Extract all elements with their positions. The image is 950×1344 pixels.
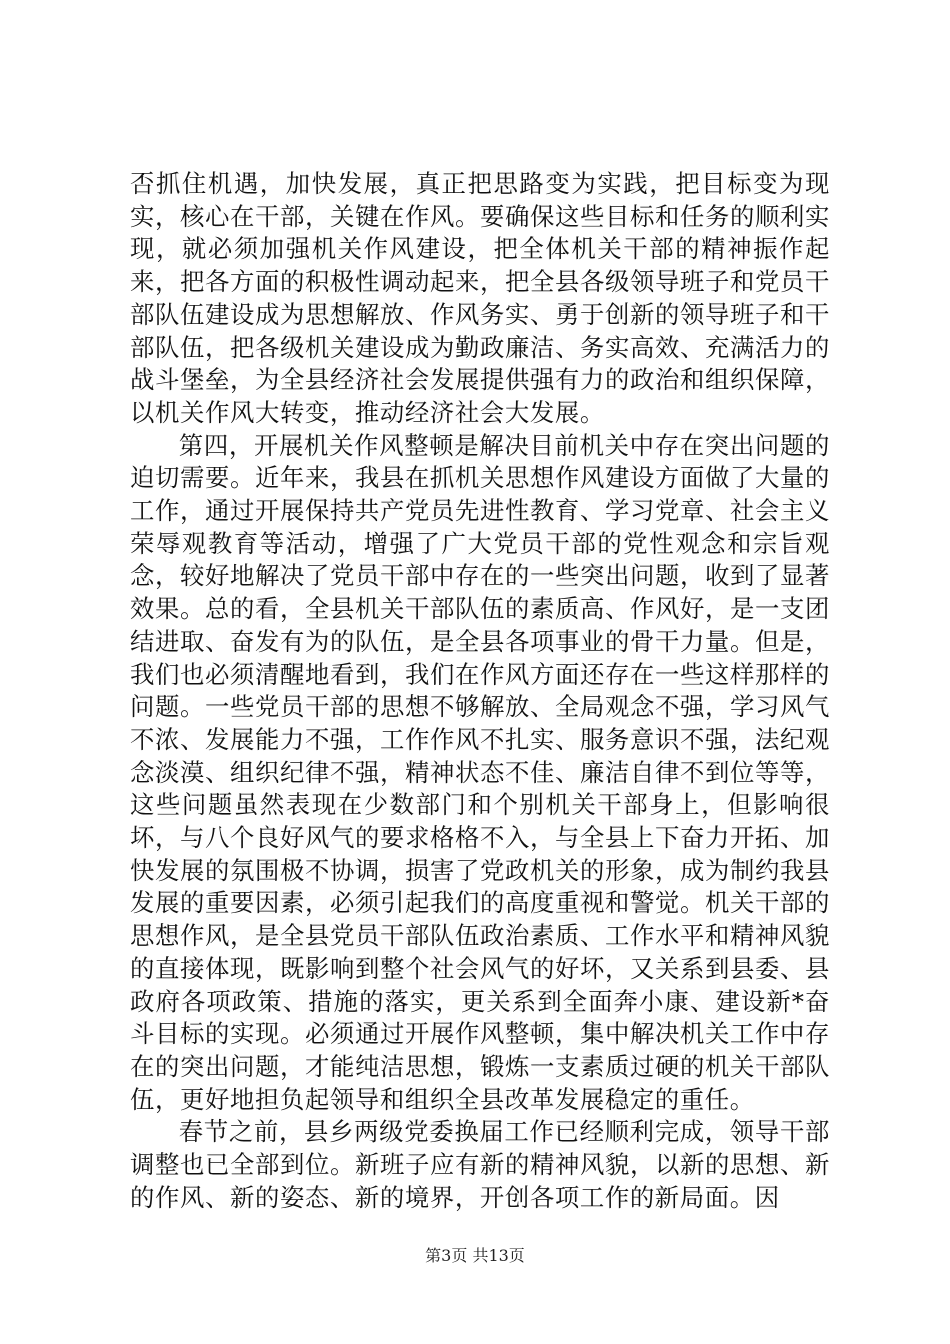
paragraph-spring-festival: 春节之前，县乡两级党委换届工作已经顺利完成，领导干部调整也已全部到位。新班子应有新的精神风貌，以新的思想、新的作风、新的姿态、新的境界，开创各项工作的新局面。因: [130, 1117, 830, 1212]
page-number-footer: 第3页 共13页: [425, 1246, 525, 1265]
document-body: [130, 168, 830, 1215]
paragraph-fourth-point: 第四，开展机关作风整顿是解决目前机关中存在突出问题的迫切需要。近年来，我县在抓机关思想作风建设方面做了大量的工作，通过开展保持共产党员先进性教育、学习党章、社会主义荣辱观教育等活动，增强了广大党员干部的党性观念和宗旨观念，较好地解决了党员干部中存在的一些突出问题，收到了显著效果。总的看，全县机关干部队伍的素质高、作风好，是一支团结进取、奋发有为的队伍，是全县各项事业的骨干力量。但是，我们也必须清醒地看到，我们在作风方面还存在一些这样那样的问题。一些党员干部的思想不够解放、全局观念不强，学习风气不浓、发展能力不强，工作作风不扎实、服务意识不强，法纪观念淡漠、组织纪律不强，精神状态不佳、廉洁自律不到位等等，这些问题虽然表现在少数部门和个别机关干部身上，但影响很坏，与八个良好风气的要求格格不入，与全县上下奋力开拓、加快发展的氛围极不协调，损害了党政机关的形象，成为制约我县发展的重要因素，必须引起我们的高度重视和警觉。机关干部的思想作风，是全县党员干部队伍政治素质、工作水平和精神风貌的直接体现，既影响到整个社会风气的好坏，又关系到县委、县政府各项政策、措施的落实，更关系到全面奔小康、建设新*奋斗目标的实现。必须通过开展作风整顿，集中解决机关工作中存在的突出问题，才能纯洁思想，锻炼一支素质过硬的机关干部队伍，更好地担负起领导和组织全县改革发展稳定的重任。: [130, 430, 830, 1114]
paragraph-continued: 否抓住机遇，加快发展，真正把思路变为实践，把目标变为现实，核心在干部，关键在作风。要确保这些目标和任务的顺利实现，就必须加强机关作风建设，把全体机关干部的精神振作起来，把各方面的积极性调动起来，把全县各级领导班子和党员干部队伍建设成为思想解放、作风务实、勇于创新的领导班子和干部队伍，把各级机关建设成为勤政廉洁、务实高效、充满活力的战斗堡垒，为全县经济社会发展提供强有力的政治和组织保障，以机关作风大转变，推动经济社会大发展。: [130, 169, 830, 427]
